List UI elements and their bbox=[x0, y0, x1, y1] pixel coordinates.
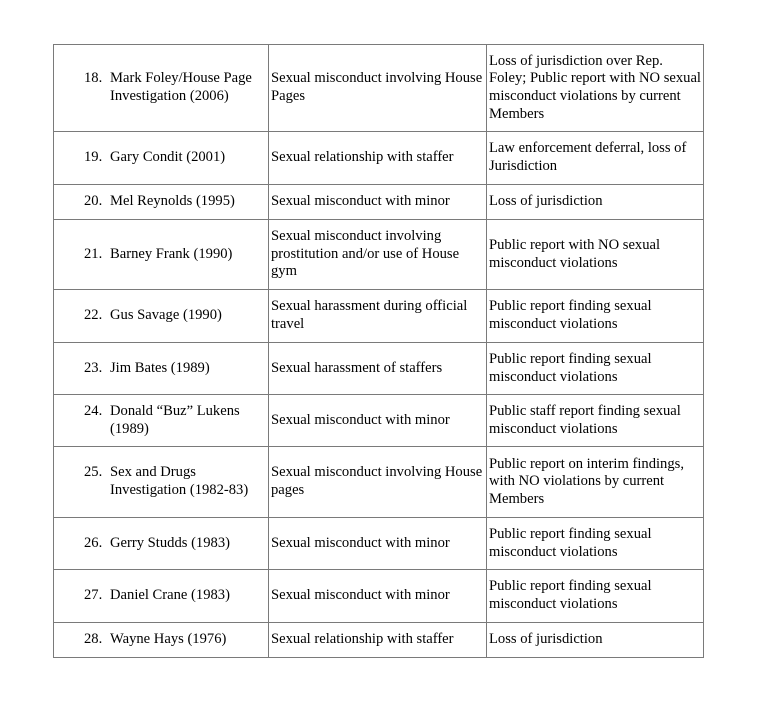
case-number: 20. bbox=[84, 193, 103, 210]
case-entry bbox=[84, 360, 266, 378]
case-cell bbox=[54, 185, 269, 220]
allegation-cell: Sexual relationship with staffer bbox=[269, 132, 487, 185]
case-number: 23. bbox=[84, 359, 103, 376]
allegation-cell: Sexual relationship with staffer bbox=[269, 623, 487, 658]
table-row bbox=[54, 290, 704, 343]
outcome-cell: Public report finding sexual misconduct violations bbox=[487, 518, 704, 570]
case-number: 27. bbox=[84, 587, 103, 604]
case-entry bbox=[84, 246, 266, 264]
case-name: Sex and Drugs Investigation (1982-83) bbox=[110, 464, 249, 498]
outcome-cell: Loss of jurisdiction bbox=[487, 185, 704, 220]
case-entry bbox=[84, 631, 266, 649]
outcome-cell: Law enforcement deferral, loss of Jurisdiction bbox=[487, 132, 704, 185]
case-cell bbox=[54, 132, 269, 185]
outcome-cell: Public report finding sexual misconduct violations bbox=[487, 570, 704, 623]
case-name: Gerry Studds (1983) bbox=[110, 534, 230, 551]
allegation-cell: Sexual misconduct with minor bbox=[269, 395, 487, 447]
case-name: Gary Condit (2001) bbox=[110, 149, 226, 166]
case-number: 24. bbox=[84, 402, 103, 419]
table-row bbox=[54, 623, 704, 658]
case-cell bbox=[54, 518, 269, 570]
table-row bbox=[54, 518, 704, 570]
case-name: Mel Reynolds (1995) bbox=[110, 193, 235, 210]
case-entry bbox=[84, 535, 266, 553]
table-row bbox=[54, 185, 704, 220]
allegation-cell: Sexual misconduct involving House pages bbox=[269, 447, 487, 518]
case-number: 19. bbox=[84, 149, 103, 166]
table-row bbox=[54, 447, 704, 518]
cases-table-body bbox=[54, 45, 704, 658]
case-cell bbox=[54, 395, 269, 447]
case-entry bbox=[84, 193, 266, 211]
case-number: 21. bbox=[84, 245, 103, 262]
allegation-cell: Sexual misconduct with minor bbox=[269, 518, 487, 570]
allegation-cell: Sexual misconduct involving House Pages bbox=[269, 45, 487, 132]
allegation-cell: Sexual harassment during official travel bbox=[269, 290, 487, 343]
outcome-cell: Public staff report finding sexual misconduct violations bbox=[487, 395, 704, 447]
case-name: Wayne Hays (1976) bbox=[110, 631, 227, 648]
case-number: 18. bbox=[84, 70, 103, 87]
table-row bbox=[54, 220, 704, 290]
table-row bbox=[54, 395, 704, 447]
outcome-cell: Loss of jurisdiction bbox=[487, 623, 704, 658]
case-name: Barney Frank (1990) bbox=[110, 245, 233, 262]
outcome-cell: Public report with NO sexual misconduct violations bbox=[487, 220, 704, 290]
table-row bbox=[54, 45, 704, 132]
case-number: 25. bbox=[84, 464, 103, 481]
case-cell bbox=[54, 570, 269, 623]
outcome-cell: Public report on interim findings, with NO violations by current Members bbox=[487, 447, 704, 518]
case-entry bbox=[84, 403, 266, 438]
case-number: 28. bbox=[84, 631, 103, 648]
case-name: Donald “Buz” Lukens (1989) bbox=[110, 402, 240, 437]
case-cell bbox=[54, 220, 269, 290]
case-cell bbox=[54, 290, 269, 343]
case-entry bbox=[84, 307, 266, 325]
case-entry bbox=[84, 149, 266, 167]
allegation-cell: Sexual misconduct with minor bbox=[269, 185, 487, 220]
cases-table bbox=[53, 44, 704, 658]
case-cell bbox=[54, 45, 269, 132]
case-number: 22. bbox=[84, 307, 103, 324]
case-entry bbox=[84, 70, 266, 105]
outcome-cell: Loss of jurisdiction over Rep. Foley; Public report with NO sexual misconduct violations by current Members bbox=[487, 45, 704, 132]
allegation-cell: Sexual misconduct with minor bbox=[269, 570, 487, 623]
case-number: 26. bbox=[84, 534, 103, 551]
case-cell bbox=[54, 623, 269, 658]
case-name: Mark Foley/House Page Investigation (2006) bbox=[110, 70, 252, 104]
case-cell bbox=[54, 447, 269, 518]
case-entry bbox=[84, 464, 266, 499]
outcome-cell: Public report finding sexual misconduct violations bbox=[487, 343, 704, 395]
table-row bbox=[54, 132, 704, 185]
table-row bbox=[54, 570, 704, 623]
case-cell bbox=[54, 343, 269, 395]
outcome-cell: Public report finding sexual misconduct violations bbox=[487, 290, 704, 343]
allegation-cell: Sexual misconduct involving prostitution and/or use of House gym bbox=[269, 220, 487, 290]
case-name: Jim Bates (1989) bbox=[110, 359, 210, 376]
case-name: Daniel Crane (1983) bbox=[110, 587, 230, 604]
table-row bbox=[54, 343, 704, 395]
allegation-cell: Sexual harassment of staffers bbox=[269, 343, 487, 395]
case-entry bbox=[84, 587, 266, 605]
case-name: Gus Savage (1990) bbox=[110, 307, 222, 324]
